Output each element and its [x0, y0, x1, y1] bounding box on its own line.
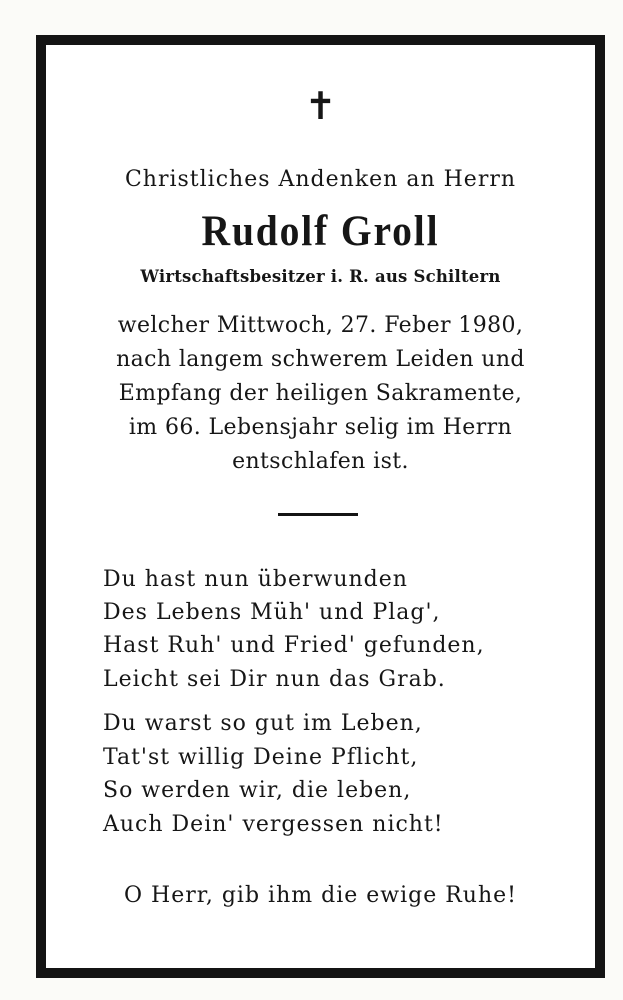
cross-icon: ✝ [304, 84, 337, 128]
verse-line: Leicht sei Dir nun das Grab. [103, 667, 446, 692]
verse-line: Tat'st willig Deine Pflicht, [103, 745, 419, 770]
death-notice-line: welcher Mittwoch, 27. Feber 1980, [117, 313, 524, 338]
deceased-name: Rudolf Groll [201, 208, 440, 255]
death-notice-line: Empfang der heiligen Sakramente, [118, 381, 523, 406]
verse-line: Du warst so gut im Leben, [103, 711, 423, 736]
verse-line: So werden wir, die leben, [103, 778, 412, 803]
death-notice-line: im 66. Lebensjahr selig im Herrn [128, 415, 513, 440]
occupation-line: Wirtschaftsbesitzer i. R. aus Schiltern [140, 267, 501, 286]
intro-line: Christliches Andenken an Herrn [124, 167, 517, 192]
verse-line: Auch Dein' vergessen nicht! [103, 812, 444, 837]
death-notice-line: entschlafen ist. [232, 449, 409, 474]
verse-line: Des Lebens Müh' und Plag', [103, 600, 441, 625]
black-border-frame [36, 35, 605, 978]
closing-prayer: O Herr, gib ihm die ewige Ruhe! [124, 883, 517, 908]
section-divider [278, 513, 358, 516]
verse-line: Hast Ruh' und Fried' gefunden, [103, 633, 485, 658]
death-notice-line: nach langem schwerem Leiden und [116, 347, 525, 372]
verse-line: Du hast nun überwunden [103, 567, 408, 592]
